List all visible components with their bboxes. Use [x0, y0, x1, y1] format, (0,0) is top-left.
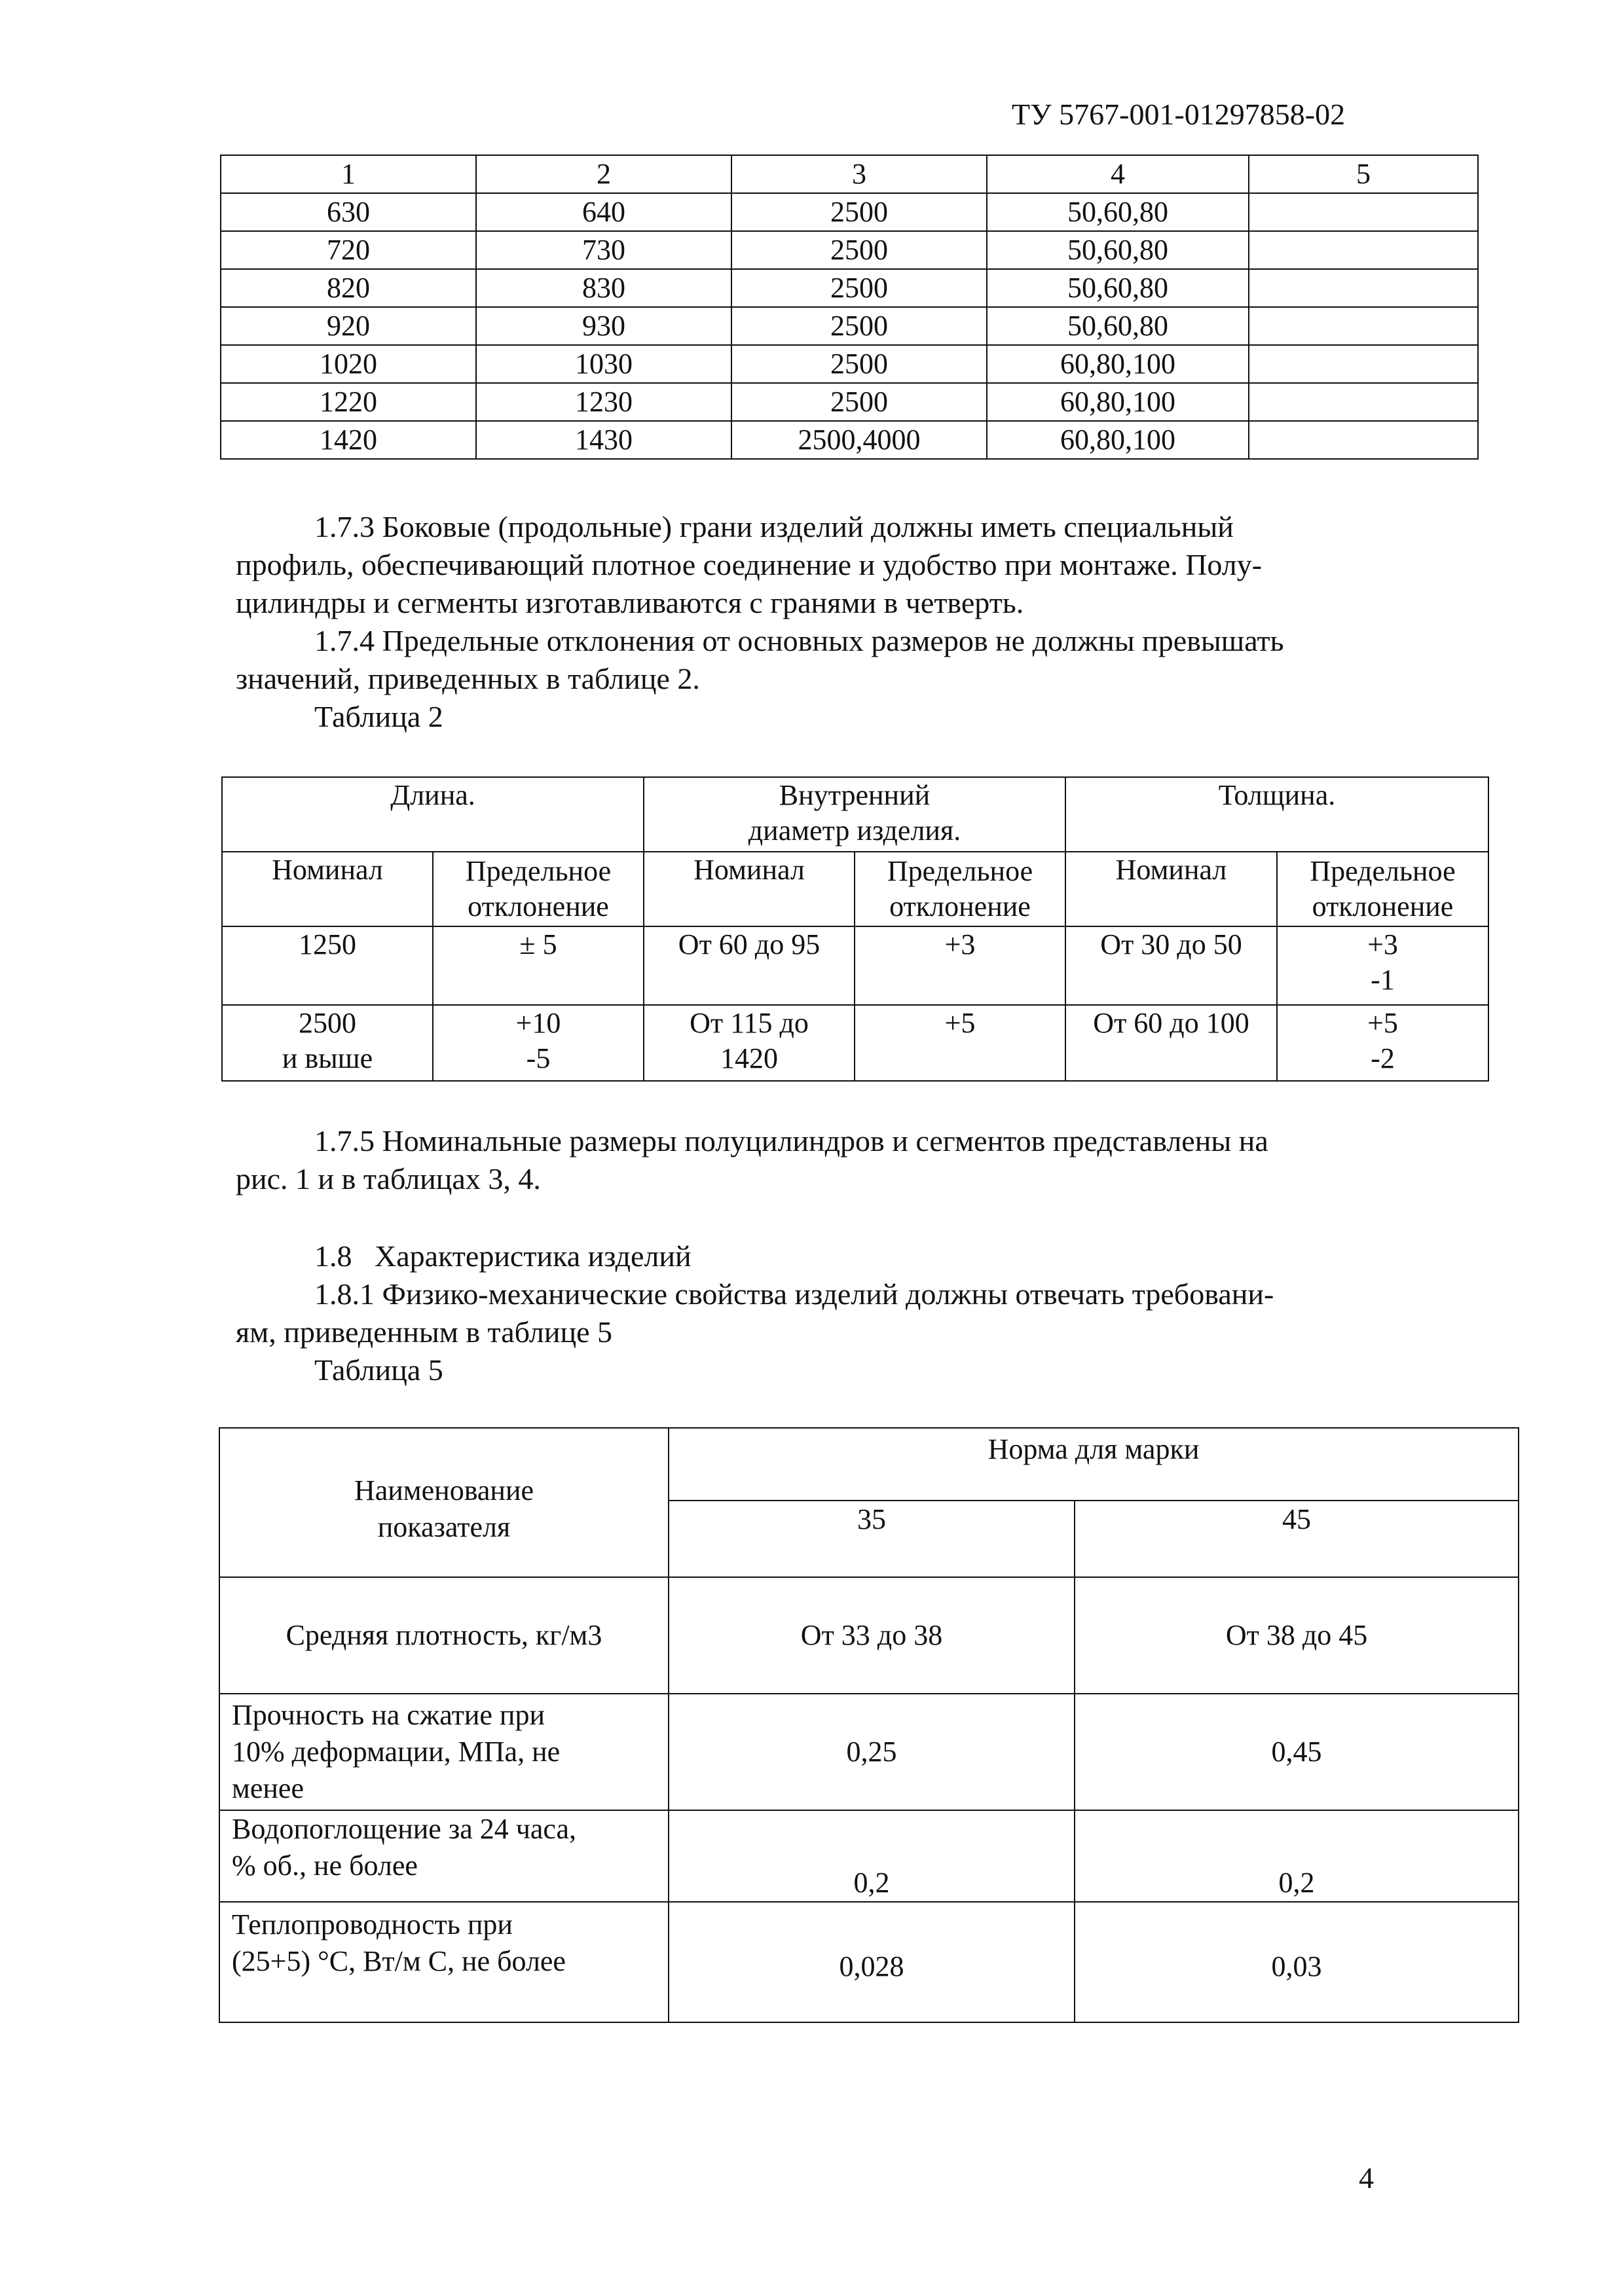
table-row: [221, 193, 1478, 231]
table-row-header: [219, 1428, 1519, 1501]
table-cell: 1: [221, 155, 476, 193]
header-nominal: Номинал: [1065, 852, 1277, 926]
table-cell: 1420: [221, 421, 476, 459]
value-45: 0,45: [1075, 1694, 1519, 1810]
table-cell: 820: [221, 269, 476, 307]
value-35: 0,2: [669, 1810, 1075, 1902]
table-cell: 1020: [221, 345, 476, 383]
value-45: 0,2: [1075, 1810, 1519, 1902]
table-row: [221, 383, 1478, 421]
indicator-name: Прочность на сжатие при 10% деформации, МПа, не менее: [219, 1694, 669, 1810]
page-number: 4: [1359, 2161, 1374, 2195]
table-cell: +3: [855, 926, 1065, 1005]
table-cell: +10 -5: [433, 1005, 644, 1081]
text-line: цилиндры и сегменты изготавливаются с гранями в четверть.: [236, 586, 1024, 619]
text-line: профиль, обеспечивающий плотное соединение и удобство при монтаже. Полу-: [236, 548, 1263, 581]
table-cell: 1230: [476, 383, 731, 421]
header-deviation: Предельное отклонение: [855, 852, 1065, 926]
table-row-group-header: [222, 777, 1488, 852]
table-cell: От 30 до 50: [1065, 926, 1277, 1005]
table-cell: 720: [221, 231, 476, 269]
indicator-name: Водопоглощение за 24 часа, % об., не более: [219, 1810, 669, 1902]
table-cell: [1249, 307, 1478, 345]
table-cell: 5: [1249, 155, 1478, 193]
table-1: [220, 155, 1479, 460]
value-35: 0,25: [669, 1694, 1075, 1810]
table-row: [221, 307, 1478, 345]
table-cell: +5 -2: [1277, 1005, 1488, 1081]
text-line: ям, приведенным в таблице 5: [236, 1315, 612, 1349]
header-diameter: Внутренний диаметр изделия.: [644, 777, 1065, 852]
section-1-8: [236, 1237, 1388, 1389]
table-cell: 60,80,100: [987, 421, 1249, 459]
table-cell: 2500 и выше: [222, 1005, 433, 1081]
value-35: 0,028: [669, 1902, 1075, 2022]
header-deviation: Предельное отклонение: [433, 852, 644, 926]
value-45: 0,03: [1075, 1902, 1519, 2022]
document-code: ТУ 5767-001-01297858-02: [1012, 98, 1346, 131]
header-grade-45: 45: [1075, 1501, 1519, 1577]
value-35: От 33 до 38: [669, 1577, 1075, 1694]
table-cell: 630: [221, 193, 476, 231]
table-cell: 2500: [731, 231, 987, 269]
paragraph-1-7-3: [236, 508, 1388, 736]
header-nominal: Номинал: [222, 852, 433, 926]
table-cell: 730: [476, 231, 731, 269]
table-cell: 50,60,80: [987, 193, 1249, 231]
value-45: От 38 до 45: [1075, 1577, 1519, 1694]
table-cell: [1249, 231, 1478, 269]
paragraph-1-7-5: [236, 1122, 1388, 1198]
section-heading: 1.8 Характеристика изделий: [314, 1239, 692, 1273]
text-line: 1.7.3 Боковые (продольные) грани изделий должны иметь специальный: [314, 510, 1234, 543]
header-grade-35: 35: [669, 1501, 1075, 1577]
table-cell: 2: [476, 155, 731, 193]
indicator-name: Средняя плотность, кг/м3: [219, 1577, 669, 1694]
table-row: [222, 1005, 1488, 1081]
table-cell: 920: [221, 307, 476, 345]
table-cell: 830: [476, 269, 731, 307]
table-row: [221, 421, 1478, 459]
table-cell: 2500: [731, 269, 987, 307]
indicator-name: Теплопроводность при (25+5) °С, Вт/м С, не более: [219, 1902, 669, 2022]
table-cell: [1249, 421, 1478, 459]
table-cell: От 115 до 1420: [644, 1005, 855, 1081]
table-cell: [1249, 345, 1478, 383]
table-cell: 60,80,100: [987, 383, 1249, 421]
table-cell: [1249, 383, 1478, 421]
table-cell: [1249, 193, 1478, 231]
table-cell: 2500: [731, 345, 987, 383]
header-length: Длина.: [222, 777, 644, 852]
table-cell: 640: [476, 193, 731, 231]
table-cell: От 60 до 95: [644, 926, 855, 1005]
table-cell: 2500,4000: [731, 421, 987, 459]
table-cell: 50,60,80: [987, 307, 1249, 345]
table-cell: 1250: [222, 926, 433, 1005]
text-line: 1.7.4 Предельные отклонения от основных размеров не должны превышать: [314, 624, 1284, 657]
table-row-subheader: [222, 852, 1488, 926]
table-cell: 3: [731, 155, 987, 193]
table-cell: 1030: [476, 345, 731, 383]
table-cell: 60,80,100: [987, 345, 1249, 383]
table-5: [219, 1427, 1519, 2023]
table-cell: 50,60,80: [987, 269, 1249, 307]
table-row: [221, 269, 1478, 307]
header-indicator-name: Наименование показателя: [219, 1428, 669, 1577]
table-row: [219, 1577, 1519, 1694]
header-nominal: Номинал: [644, 852, 855, 926]
header-deviation: Предельное отклонение: [1277, 852, 1488, 926]
table-cell: ± 5: [433, 926, 644, 1005]
table-cell: 1430: [476, 421, 731, 459]
table-row: [219, 1810, 1519, 1902]
table-cell: [1249, 269, 1478, 307]
text-line: значений, приведенных в таблице 2.: [236, 662, 700, 695]
text-line: рис. 1 и в таблицах 3, 4.: [236, 1162, 541, 1195]
text-line: 1.7.5 Номинальные размеры полуцилиндров и сегментов представлены на: [314, 1124, 1268, 1157]
table-cell: 4: [987, 155, 1249, 193]
table-cell: 1220: [221, 383, 476, 421]
table-cell: 930: [476, 307, 731, 345]
table-row: [222, 926, 1488, 1005]
table-row: [221, 231, 1478, 269]
table-cell: 2500: [731, 193, 987, 231]
table-cell: 2500: [731, 383, 987, 421]
table-row: [219, 1694, 1519, 1810]
header-thickness: Толщина.: [1065, 777, 1488, 852]
table-cell: +3 -1: [1277, 926, 1488, 1005]
header-norm: Норма для марки: [669, 1428, 1519, 1501]
table-cell: 50,60,80: [987, 231, 1249, 269]
table-2: [221, 776, 1489, 1082]
table-row: [219, 1902, 1519, 2022]
table-cell: От 60 до 100: [1065, 1005, 1277, 1081]
text-line: 1.8.1 Физико-механические свойства изделий должны отвечать требовани-: [314, 1277, 1274, 1311]
table-row: [221, 345, 1478, 383]
table-cell: +5: [855, 1005, 1065, 1081]
table-5-caption: Таблица 5: [314, 1353, 443, 1387]
table-2-caption: Таблица 2: [314, 700, 443, 733]
table-row-header: [221, 155, 1478, 193]
table-cell: 2500: [731, 307, 987, 345]
